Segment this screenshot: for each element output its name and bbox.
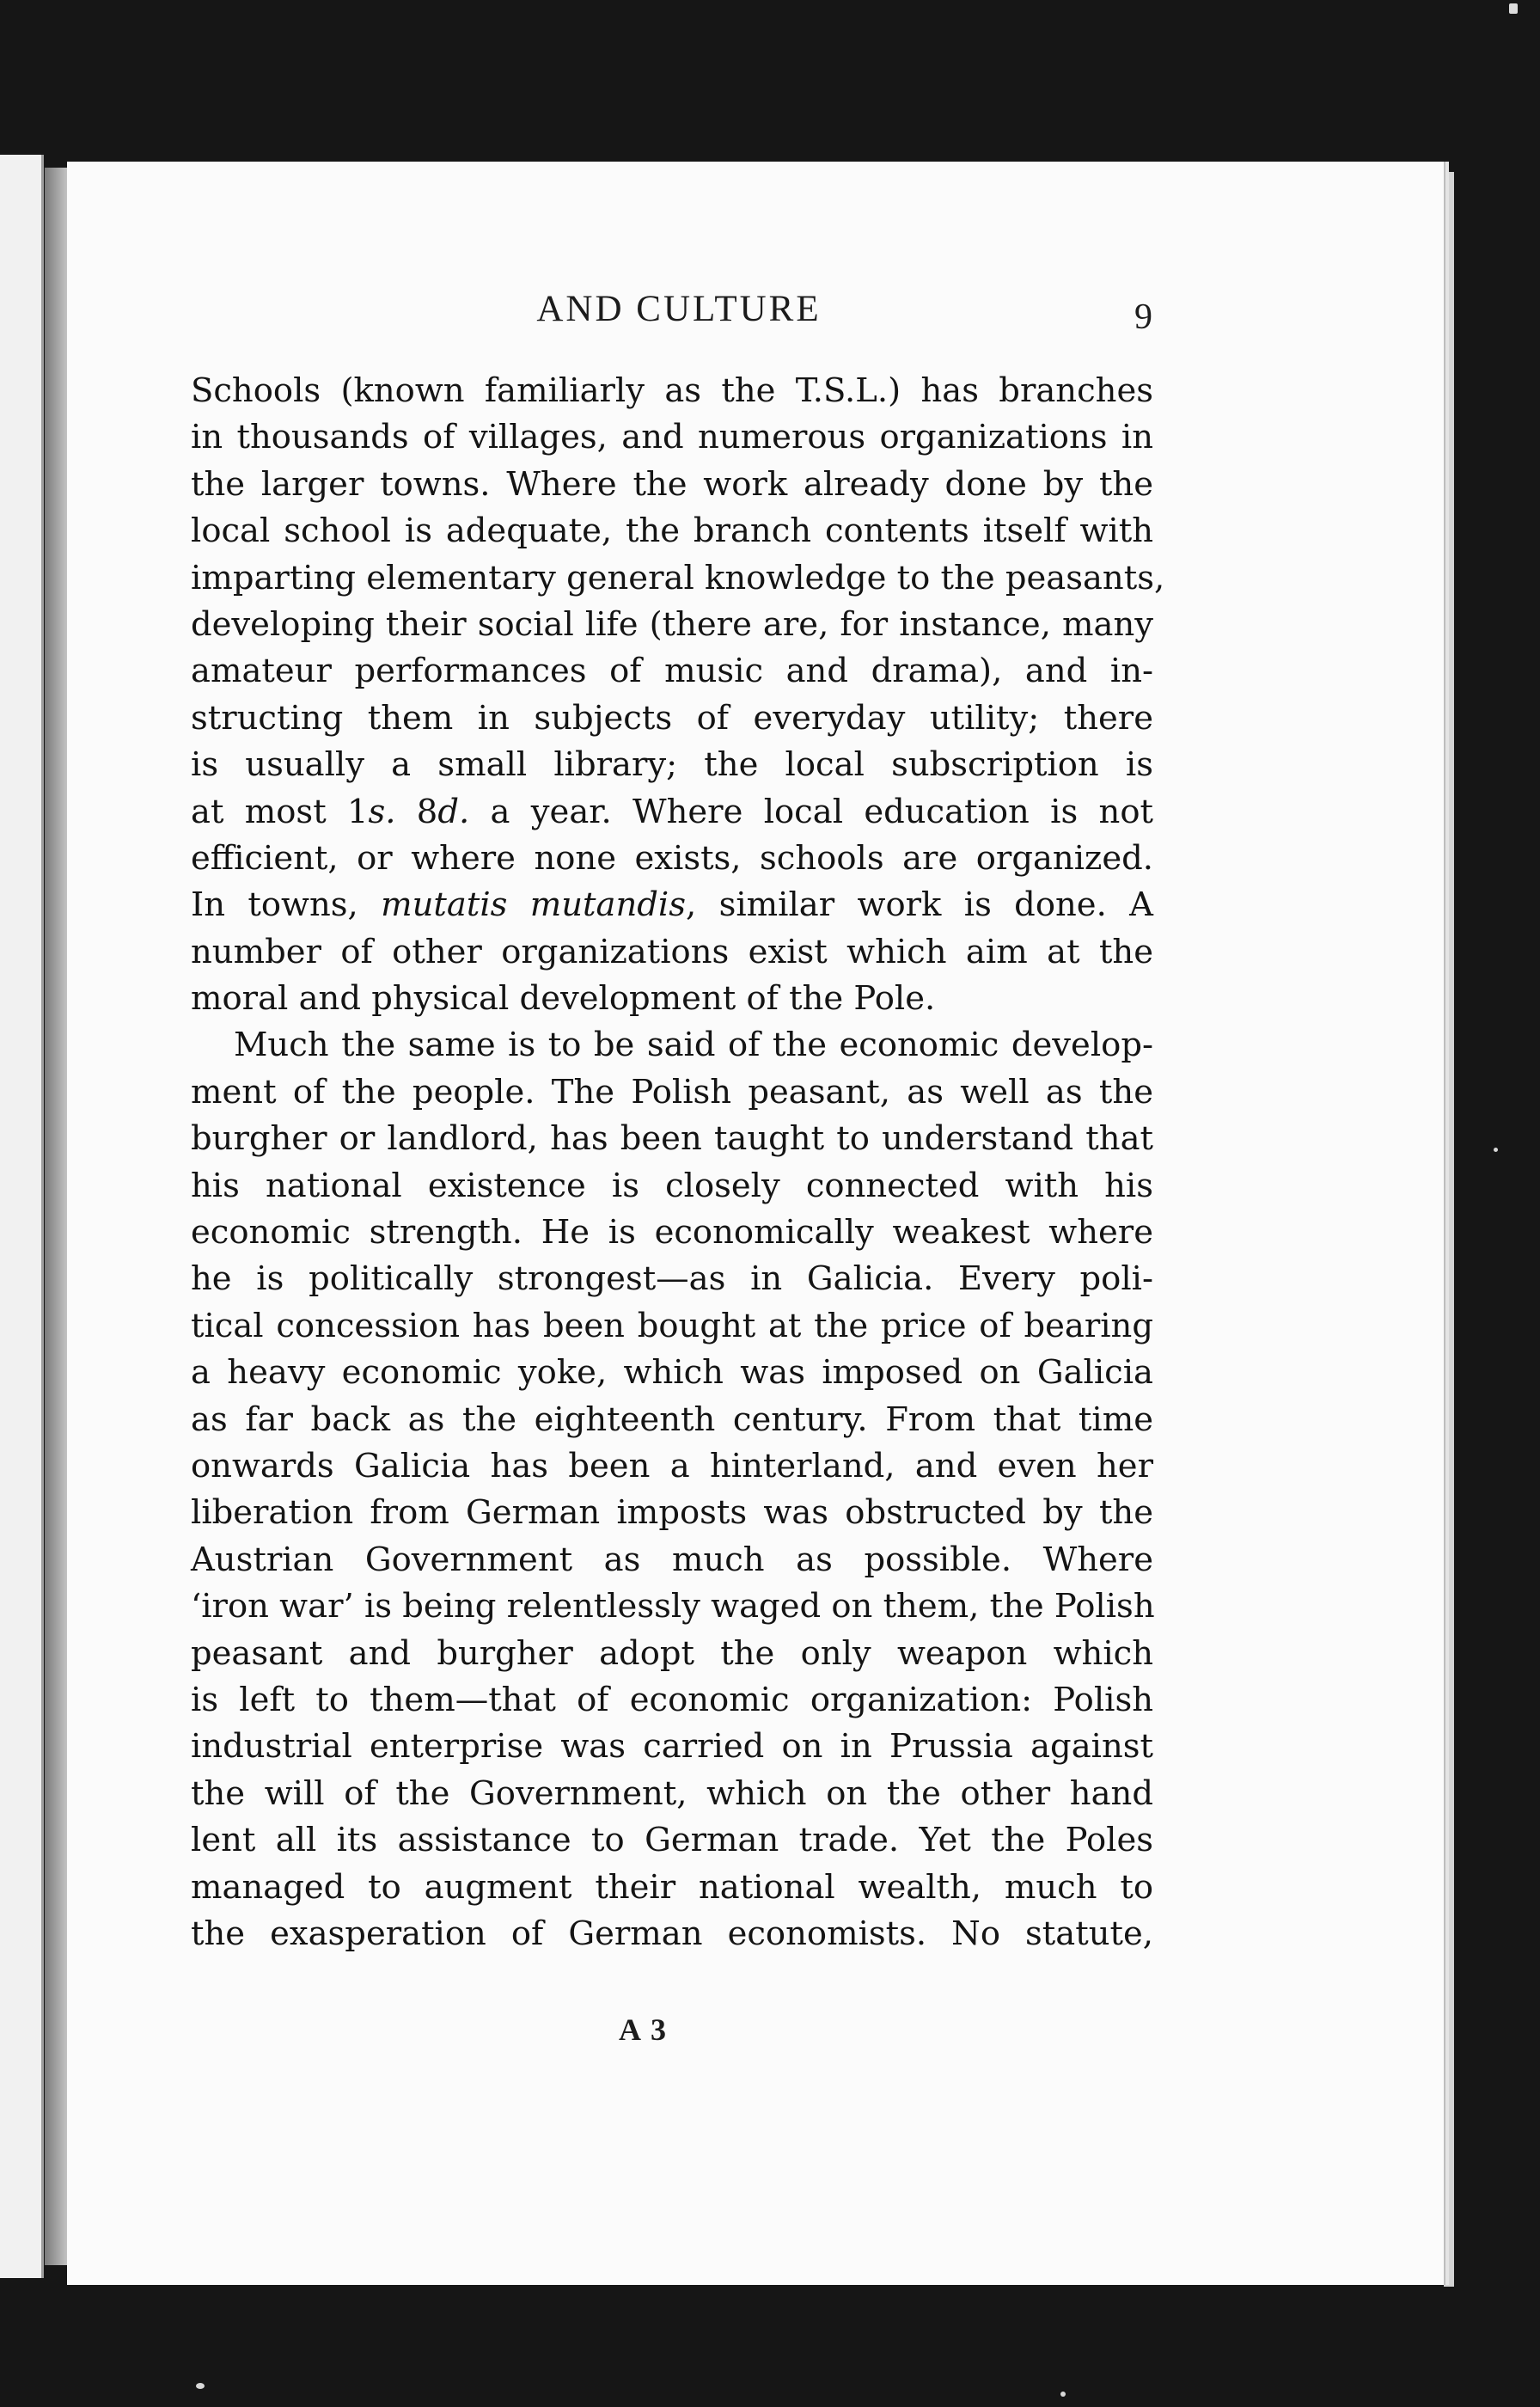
body-text — [191, 368, 1165, 1957]
text-line: is usually a small library; the local subscription is — [191, 745, 1153, 785]
text-line: managed to augment their national wealth, much to — [191, 1867, 1153, 1907]
page-number: 9 — [1134, 297, 1152, 337]
text-line: in thousands of villages, and numerous organizations in — [191, 418, 1153, 457]
text-line: is left to them—that of economic organization: Polish — [191, 1680, 1153, 1719]
text-line: as far back as the eighteenth century. From that time — [191, 1399, 1153, 1439]
text-line: his national existence is closely connected with his — [191, 1166, 1153, 1205]
text-line: tical concession has been bought at the price of bearing — [191, 1306, 1153, 1345]
text-line: moral and physical development of the Pole. — [191, 979, 936, 1019]
text-line: efficient, or where none exists, schools are organized. — [191, 838, 1153, 878]
text-line: In towns, mutatis mutandis, similar work is done. A — [191, 885, 1153, 925]
text-line: lent all its assistance to German trade. Yet the Poles — [191, 1821, 1153, 1860]
scan-speck — [1494, 1148, 1498, 1152]
text-line: Schools (known familiarly as the T.S.L.) has branches — [191, 371, 1153, 410]
text-line: onwards Galicia has been a hinterland, and even her — [191, 1446, 1153, 1485]
text-line: structing them in subjects of everyday utility; there — [191, 698, 1153, 738]
text-line: local school is adequate, the branch contents itself with — [191, 511, 1153, 551]
text-line: liberation from German imposts was obstructed by the — [191, 1493, 1153, 1533]
scan-speck — [1060, 2392, 1066, 2397]
text-line: the exasperation of German economists. No statute, — [191, 1914, 1153, 1953]
signature-mark: A 3 — [619, 2012, 669, 2047]
text-line: burgher or landlord, has been taught to understand that — [191, 1119, 1153, 1159]
running-head: AND CULTURE — [536, 289, 822, 329]
facing-page-edge — [0, 155, 44, 2278]
text-line: Austrian Government as much as possible. Where — [191, 1540, 1153, 1579]
text-line: economic strength. He is economically weakest where — [191, 1213, 1153, 1252]
text-line: ‘iron war’ is being relentlessly waged on them, the Polish — [191, 1587, 1155, 1626]
scan-corner-mark — [1509, 3, 1518, 14]
text-line: ment of the people. The Polish peasant, as well as the — [191, 1072, 1153, 1112]
text-line: number of other organizations exist which aim at the — [191, 932, 1153, 971]
text-line: the larger towns. Where the work already done by the — [191, 464, 1153, 504]
text-line: industrial enterprise was carried on in Prussia against — [191, 1727, 1153, 1767]
scan-speck — [196, 2383, 205, 2389]
text-line: amateur performances of music and drama), and in- — [191, 652, 1153, 691]
text-line: peasant and burgher adopt the only weapon which — [191, 1633, 1153, 1673]
text-line: developing their social life (there are, for instance, many — [191, 604, 1153, 644]
page-stack-edge — [1444, 172, 1454, 2287]
text-line: the will of the Government, which on the other hand — [191, 1773, 1153, 1813]
text-line: Much the same is to be said of the economic develop- — [234, 1026, 1153, 1065]
text-line: imparting elementary general knowledge to the peasants, — [191, 558, 1165, 597]
text-line: a heavy economic yoke, which was imposed on Galicia — [191, 1353, 1153, 1393]
text-line: at most 1s. 8d. a year. Where local education is not — [191, 792, 1154, 831]
binding-shadow — [45, 168, 69, 2265]
text-line: he is politically strongest—as in Galicia. Every poli- — [191, 1259, 1153, 1299]
